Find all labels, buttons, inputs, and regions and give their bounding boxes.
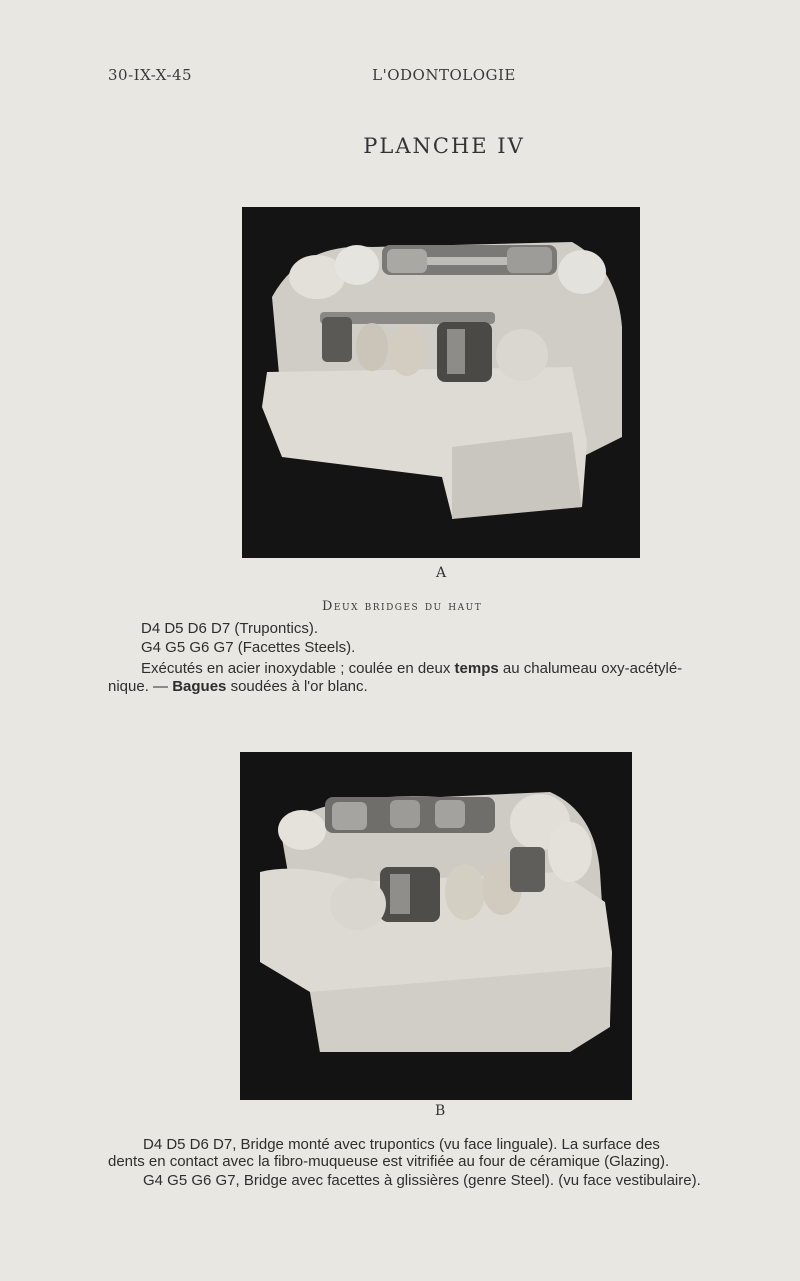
photo-b-dental-model <box>240 752 632 1100</box>
figure-a-caption-line: G4 G5 G6 G7 (Facettes Steels). <box>141 639 356 656</box>
figure-b-caption-line: G4 G5 G6 G7, Bridge avec facettes à glissières (genre Steel). (vu face vestibulaire). <box>143 1172 701 1189</box>
running-header-date: 30-IX-X-45 <box>108 66 193 84</box>
plate-title: PLANCHE IV <box>363 134 525 158</box>
figure-a-caption-line: nique. — Bagues soudées à l'or blanc. <box>108 678 368 695</box>
figure-a-letter: A <box>436 565 447 581</box>
photo-a-dental-model <box>242 207 640 558</box>
figure-b-letter: B <box>435 1103 446 1119</box>
figure-a-caption-line: D4 D5 D6 D7 (Trupontics). <box>141 620 318 637</box>
running-header-journal: L'ODONTOLOGIE <box>372 66 516 84</box>
figure-a-caption-line: Exécutés en acier inoxydable ; coulée en deux temps au chalumeau oxy-acétylé- <box>141 660 683 677</box>
figure-b-caption-line: D4 D5 D6 D7, Bridge monté avec trupontics (vu face linguale). La surface des <box>143 1136 660 1153</box>
figure-a-heading: Deux bridges du haut <box>322 599 483 614</box>
figure-b-caption-line: dents en contact avec la fibro-muqueuse est vitrifiée au four de céramique (Glazing). <box>108 1153 670 1170</box>
